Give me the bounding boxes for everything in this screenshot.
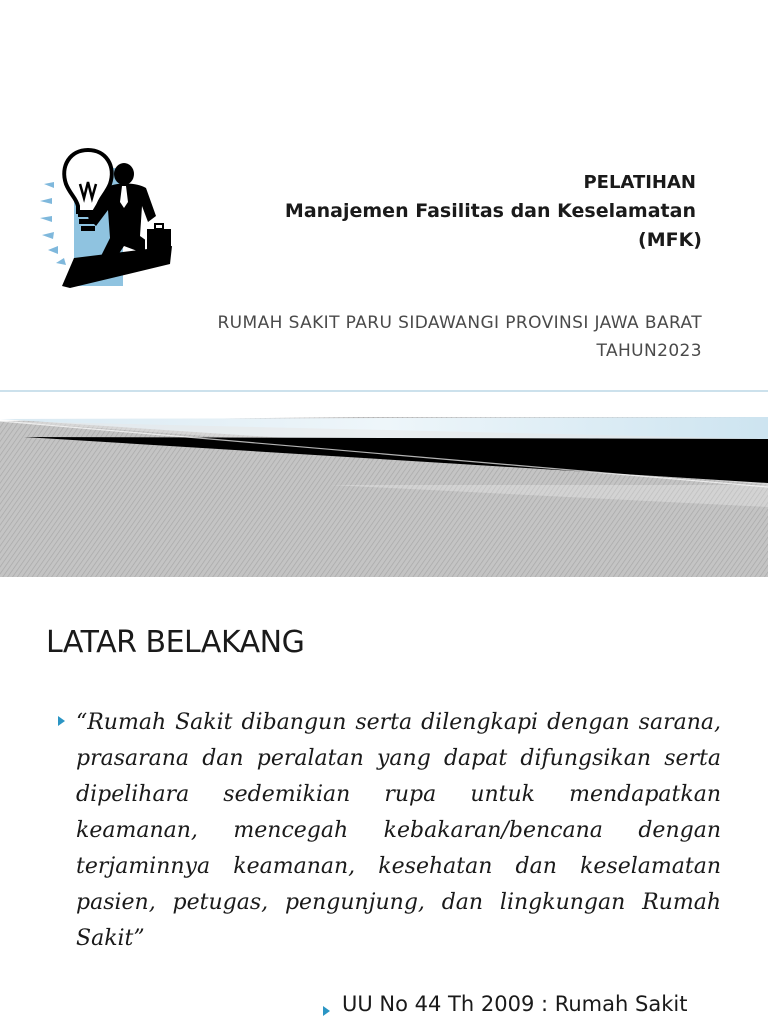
slide-title (182, 168, 702, 255)
title-line-3: (MFK) (638, 229, 702, 251)
title-line-2: Manajemen Fasilitas dan Keselamatan (284, 200, 696, 222)
slide-subtitle (102, 309, 702, 365)
law-reference: UU No 44 Th 2009 : Rumah Sakit (342, 992, 688, 1016)
bullet-arrow-icon (323, 1006, 330, 1016)
bullet-arrow-icon (58, 716, 65, 726)
subtitle-line-1: RUMAH SAKIT PARU SIDAWANGI PROVINSI JAWA BARAT (217, 313, 702, 333)
lightbulb-businessman-icon (36, 146, 176, 288)
slide-heading: LATAR BELAKANG (46, 625, 305, 660)
quote-paragraph: “Rumah Sakit dibangun serta dilengkapi dengan sarana, prasarana dan peralatan yang dapat difungsikan serta dipelihara sedemikian rupa untuk mendapatkan keamanan, mencegah kebakaran/bencana dengan terjaminnya keamanan, kesehatan dan keselamatan pasien, petugas, pengunjung, dan lingkungan Rumah Sakit” (76, 710, 721, 951)
title-line-1: PELATIHAN (583, 172, 696, 193)
subtitle-line-2: TAHUN2023 (596, 341, 702, 361)
decorative-band (0, 385, 768, 577)
content-slide (0, 577, 768, 1024)
